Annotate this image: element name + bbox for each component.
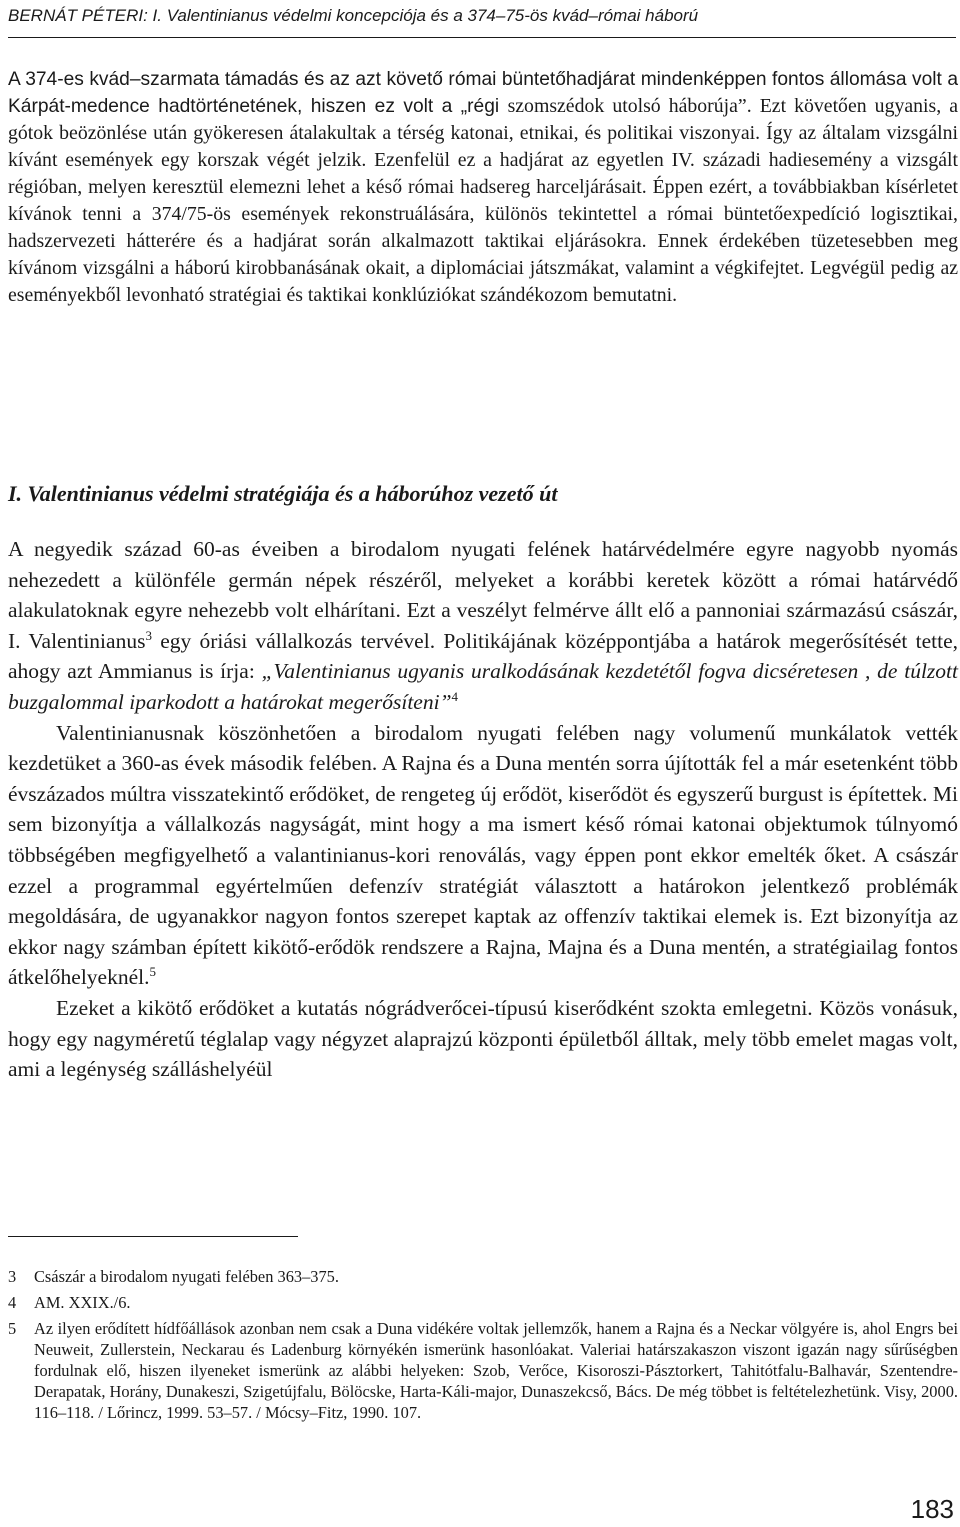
footnote-item [8, 1318, 958, 1423]
footnotes [8, 1266, 958, 1428]
intro-sans-text: A 374-es kvád–szarmata támadás és az azt követő római büntetőhadjárat mindenképpen fontos állomása volt a Kárpát-medence hadtörténetének, hiszen ez volt a „régi [8, 69, 958, 117]
footnote-rule [8, 1236, 298, 1237]
body-paragraph-1 [8, 534, 958, 718]
body-paragraph-3: Ezeket a kikötő erődöket a kutatás nógrádverőcei-típusú kiserődként szokta emlegetni. Közös vonásuk, hogy egy nagyméretű téglalap vagy négyzet alaprajzú központi épületből álltak, mely több emelet magas volt, ami a legénység szálláshelyéül [8, 995, 958, 1082]
body-paragraph-1-text-a: A negyedik század 60-as éveiben a birodalom nyugati felének határvédelmére egyre nagyobb nyomás nehezedett a különféle germán népek részéről, melyeket a korábbi keretek között a római határvédő alakulatoknak egyre nehezebb volt elhárítani. Ezt a veszélyt felmérve állt elő a pannoniai származású császár, I. Valentinianus [8, 537, 958, 653]
running-head: BERNÁT PÉTERI: I. Valentinianus védelmi koncepciója és a 374–75-ös kvád–római háború [8, 6, 699, 25]
body-paragraph-2 [8, 718, 958, 993]
ammianus-quote: „Valentinianus ugyanis uralkodásának kezdetétől fogva dicséretesen , de túlzott buzgalommal iparkodott a határokat megerősíteni” [8, 659, 958, 714]
footnote-item [8, 1292, 958, 1313]
section-heading: I. Valentinianus védelmi stratégiája és a háborúhoz vezető út [8, 481, 558, 506]
footnote-text: Császár a birodalom nyugati felében 363–375. [34, 1267, 339, 1286]
footnote-text: Az ilyen erődített hídfőállások azonban nem csak a Duna vidékére voltak jellemzők, hanem a Rajna és a Neckar völgyére is, ahol Engrs bei Neuweit, Zullerstein, Neckarau és Ladenburg környékén ismerünk hasonlóakat. Valeriai határszakaszon viszont igazán nagy sűrűségben fordulnak elő, hiszen ilyeneket ismerünk az alábbi helyeken: Szob, Verőce, Kisoroszi-Pásztorkert, Tahitótfalu-Balhavár, Szentendre-Derapatak, Horány, Dunakeszi, Szigetújfalu, Bölöcske, Harta-Káli-major, Dunaszekcső, Bács. De még többet is feltételezhetünk. Visy, 2000. 116–118. / Lőrincz, 1999. 53–57. / Mócsy–Fitz, 1990. 107. [34, 1319, 958, 1422]
footnote-number: 3 [8, 1267, 17, 1286]
footnote-text: AM. XXIX./6. [34, 1293, 131, 1312]
footnote-ref-5[interactable]: 5 [149, 964, 156, 980]
page-number: 183 [910, 1494, 954, 1524]
body-text [8, 534, 958, 1085]
footnote-item [8, 1266, 958, 1287]
body-paragraph-1-text-b: egy óriási vállalkozás tervével. Politikájának középpontjába a határok megerősítését tette, ahogy azt Ammianus is írja: [8, 628, 958, 684]
footnote-ref-3[interactable]: 3 [145, 627, 152, 643]
body-paragraph-2-text: Valentinianusnak köszönhetően a birodalom nyugati felében nagy volumenű munkálatok vették kezdetüket a 360-as évek második felében. A Rajna és a Duna mentén sorra újították fel a már esetenként több évszázados múltra visszatekintő erődöket, de rengeteg új erődöt, kiserődöt és egyszerű burgust is építettek. Mi sem bizonyítja a vállalkozás nagyságát, mint hogy a ma ismert késő római katonai objektumok túlnyomó többségében megfigyelhető a valantinianus-kori renoválás, vagy éppen pont ekkor emelték őket. A császár ezzel a programmal egyértelműen defenzív stratégiát választott a határokon jelentkező problémák megoldására, de ugyanakkor nagyon fontos szerepet kaptak az offenzív taktikai elemek is. Ezt bizonyítja az ekkor nagy számban épített kikötő-erődök rendszere a Rajna, Majna és a Duna mentén, a stratégiailag fontos átkelőhelyeknél. [8, 720, 958, 990]
header-rule [8, 37, 956, 38]
footnote-number: 4 [8, 1293, 17, 1312]
intro-serif-text: szomszédok utolsó háborúja”. Ezt követően ugyanis, a gótok beözönlése után gyökeresen átalakultak a térség katonai, etnikai, és politikai viszonyai. Így az általam vizsgálni kívánt események egy korszak végét jelzik. Ezenfelül ez a hadjárat az egyetlen IV. századi hadiesemény a vizsgált régióban, melyen keresztül elemezni lehet a késő római hadsereg harceljárásait. Éppen ezért, a továbbiakban kísérletet kívánok tenni a 374/75-ös események rekonstruálására, különös tekintettel a római büntetőexpedíció logisztikai, hadszervezeti hátterére és a hadjárat során alkalmazott taktikai eljárásokra. Ennek érdekében tüzetesebben meg kívánom vizsgálni a háború kirobbanásának okait, a diplomáciai játszmákat, valamint a végkifejtet. Legvégül pedig az eseményekből levonható stratégiai és taktikai konklúziókat szándékozom bemutatni. [8, 95, 958, 306]
footnote-ref-4[interactable]: 4 [451, 688, 459, 704]
footnote-number: 5 [8, 1319, 17, 1338]
intro-paragraph [8, 67, 958, 309]
